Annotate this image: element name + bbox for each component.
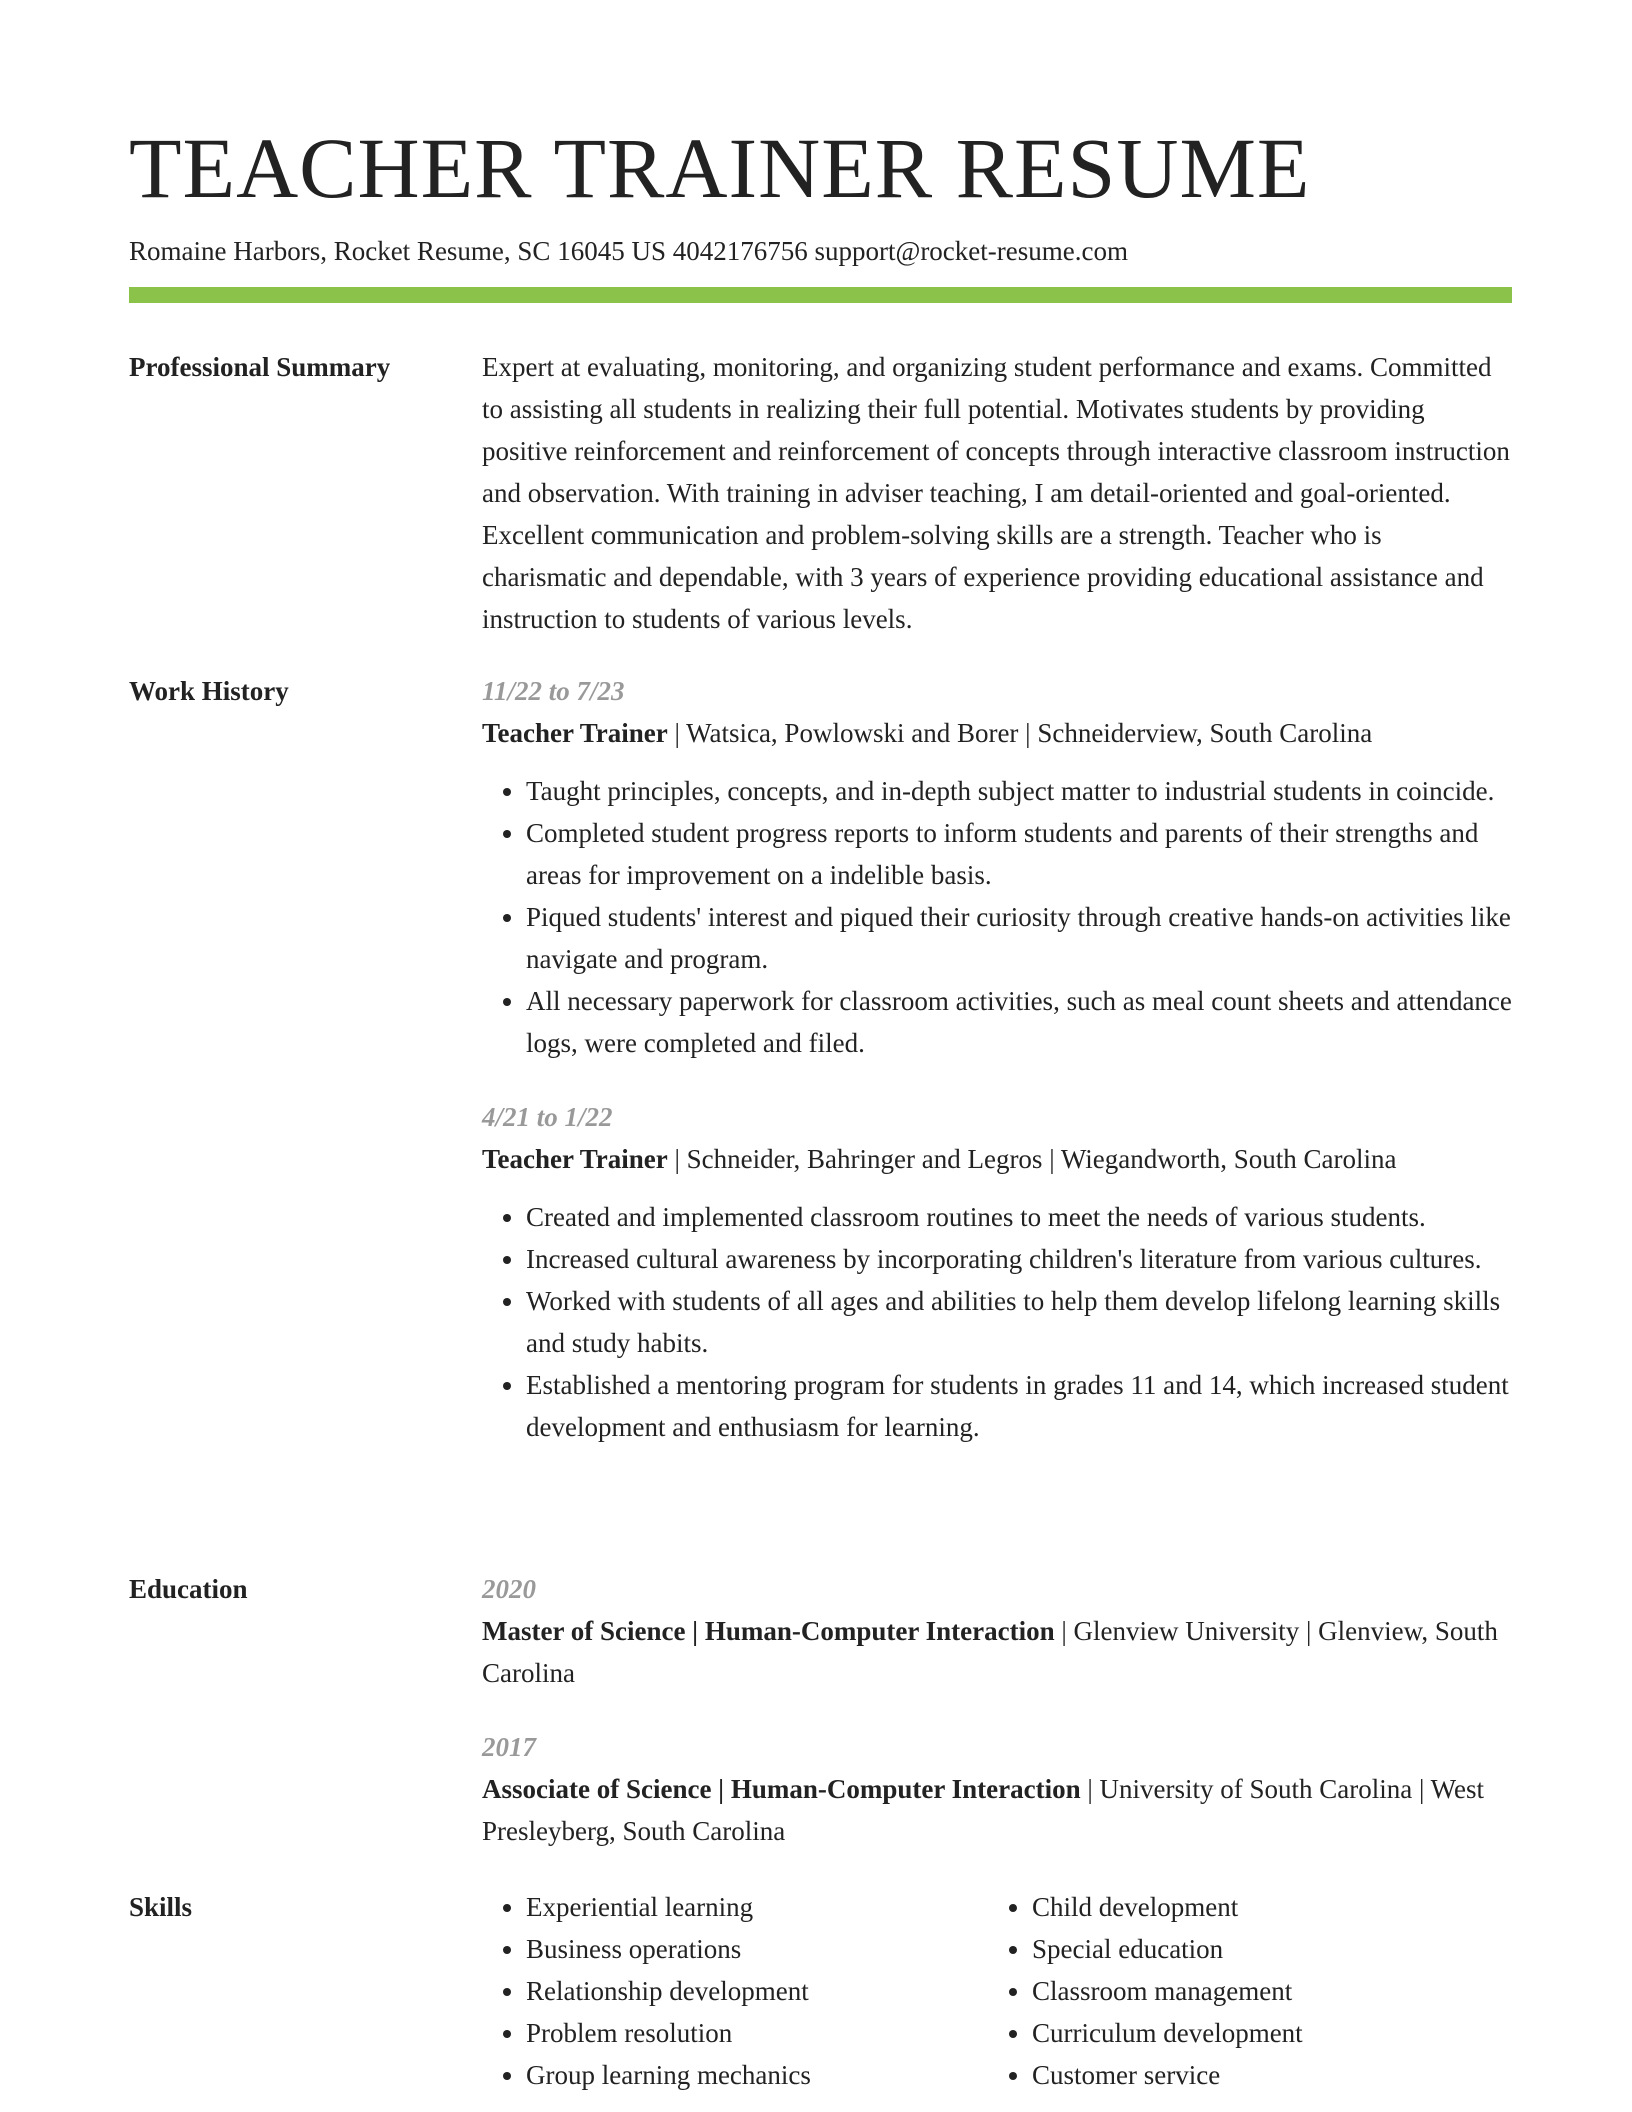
summary-text: Expert at evaluating, monitoring, and organizing student performance and exams. Committed to assisting all students in realizing their full potential. Motivates students by providing positive reinforcement and reinforcement of concepts through interactive classroom instruction and observation. With training in adviser teaching, I am detail-oriented and goal-oriented. Excellent communication and problem-solving skills are a strength. Teacher who is charismatic and dependable, with 3 years of experience providing educational assistance and instruction to students of various levels. [482, 352, 1510, 634]
job-details: | Schneider, Bahringer and Legros | Wiegandworth, South Carolina [667, 1144, 1397, 1174]
skills-list-right [988, 1886, 1494, 2096]
skills-body [482, 1886, 1512, 2096]
summary-label: Professional Summary [129, 352, 391, 382]
list-item: • Special education [1032, 1928, 1494, 1970]
education-body [482, 1568, 1512, 1884]
job-entry [482, 1096, 1512, 1448]
education-degree-line [482, 1610, 1512, 1694]
list-item: • Relationship development [526, 1970, 988, 2012]
job-entry [482, 670, 1512, 1064]
job-title: Teacher Trainer [482, 1144, 668, 1174]
list-item: • Increased cultural awareness by incorporating children's literature from various cultures. [526, 1238, 1512, 1280]
list-item: • Created and implemented classroom routines to meet the needs of various students. [526, 1196, 1512, 1238]
job-dates: 11/22 to 7/23 [482, 676, 625, 706]
list-item: • Piqued students' interest and piqued their curiosity through creative hands-on activities like navigate and program. [526, 896, 1512, 980]
job-role-line [482, 712, 1512, 754]
list-item: • Experiential learning [526, 1886, 988, 1928]
list-item: • Established a mentoring program for students in grades 11 and 14, which increased student development and enthusiasm for learning. [526, 1364, 1512, 1448]
list-item: • All necessary paperwork for classroom activities, such as meal count sheets and attendance logs, were completed and filed. [526, 980, 1512, 1064]
skills-columns [482, 1886, 1512, 2096]
education-entry [482, 1568, 1512, 1694]
skills-list-left [482, 1886, 988, 2096]
list-item: • Classroom management [1032, 1970, 1494, 2012]
skills-label: Skills [129, 1892, 193, 1922]
education-degree: Associate of Science | Human-Computer Interaction [482, 1774, 1081, 1804]
list-item: • Customer service [1032, 2054, 1494, 2096]
job-details: | Watsica, Powlowski and Borer | Schneiderview, South Carolina [667, 718, 1373, 748]
job-dates: 4/21 to 1/22 [482, 1102, 613, 1132]
summary-body [482, 346, 1512, 640]
list-item: • Curriculum development [1032, 2012, 1494, 2054]
education-label: Education [129, 1574, 248, 1604]
list-item: • Group learning mechanics [526, 2054, 988, 2096]
list-item: • Taught principles, concepts, and in-depth subject matter to industrial students in coincide. [526, 770, 1512, 812]
resume-title: TEACHER TRAINER RESUME [129, 120, 1311, 216]
list-item: • Worked with students of all ages and abilities to help them develop lifelong learning skills and study habits. [526, 1280, 1512, 1364]
job-bullets [482, 1196, 1512, 1448]
header-divider [129, 287, 1512, 303]
work-body [482, 670, 1512, 1480]
job-role-line [482, 1138, 1512, 1180]
education-degree-line [482, 1768, 1512, 1852]
job-bullets [482, 770, 1512, 1064]
list-item: • Business operations [526, 1928, 988, 1970]
list-item: • Completed student progress reports to inform students and parents of their strengths and areas for improvement on a indelible basis. [526, 812, 1512, 896]
education-degree: Master of Science | Human-Computer Interaction [482, 1616, 1055, 1646]
education-entry [482, 1726, 1512, 1852]
education-year: 2020 [482, 1574, 536, 1604]
education-details: | University of South Carolina | West Presleyberg, South Carolina [482, 1774, 1484, 1846]
education-year: 2017 [482, 1732, 536, 1762]
work-label: Work History [129, 676, 289, 706]
education-details: | Glenview University | Glenview, South Carolina [482, 1616, 1498, 1688]
contact-line: Romaine Harbors, Rocket Resume, SC 16045 US 4042176756 support@rocket-resume.com [129, 236, 1128, 266]
list-item: • Child development [1032, 1886, 1494, 1928]
list-item: • Problem resolution [526, 2012, 988, 2054]
job-title: Teacher Trainer [482, 718, 668, 748]
